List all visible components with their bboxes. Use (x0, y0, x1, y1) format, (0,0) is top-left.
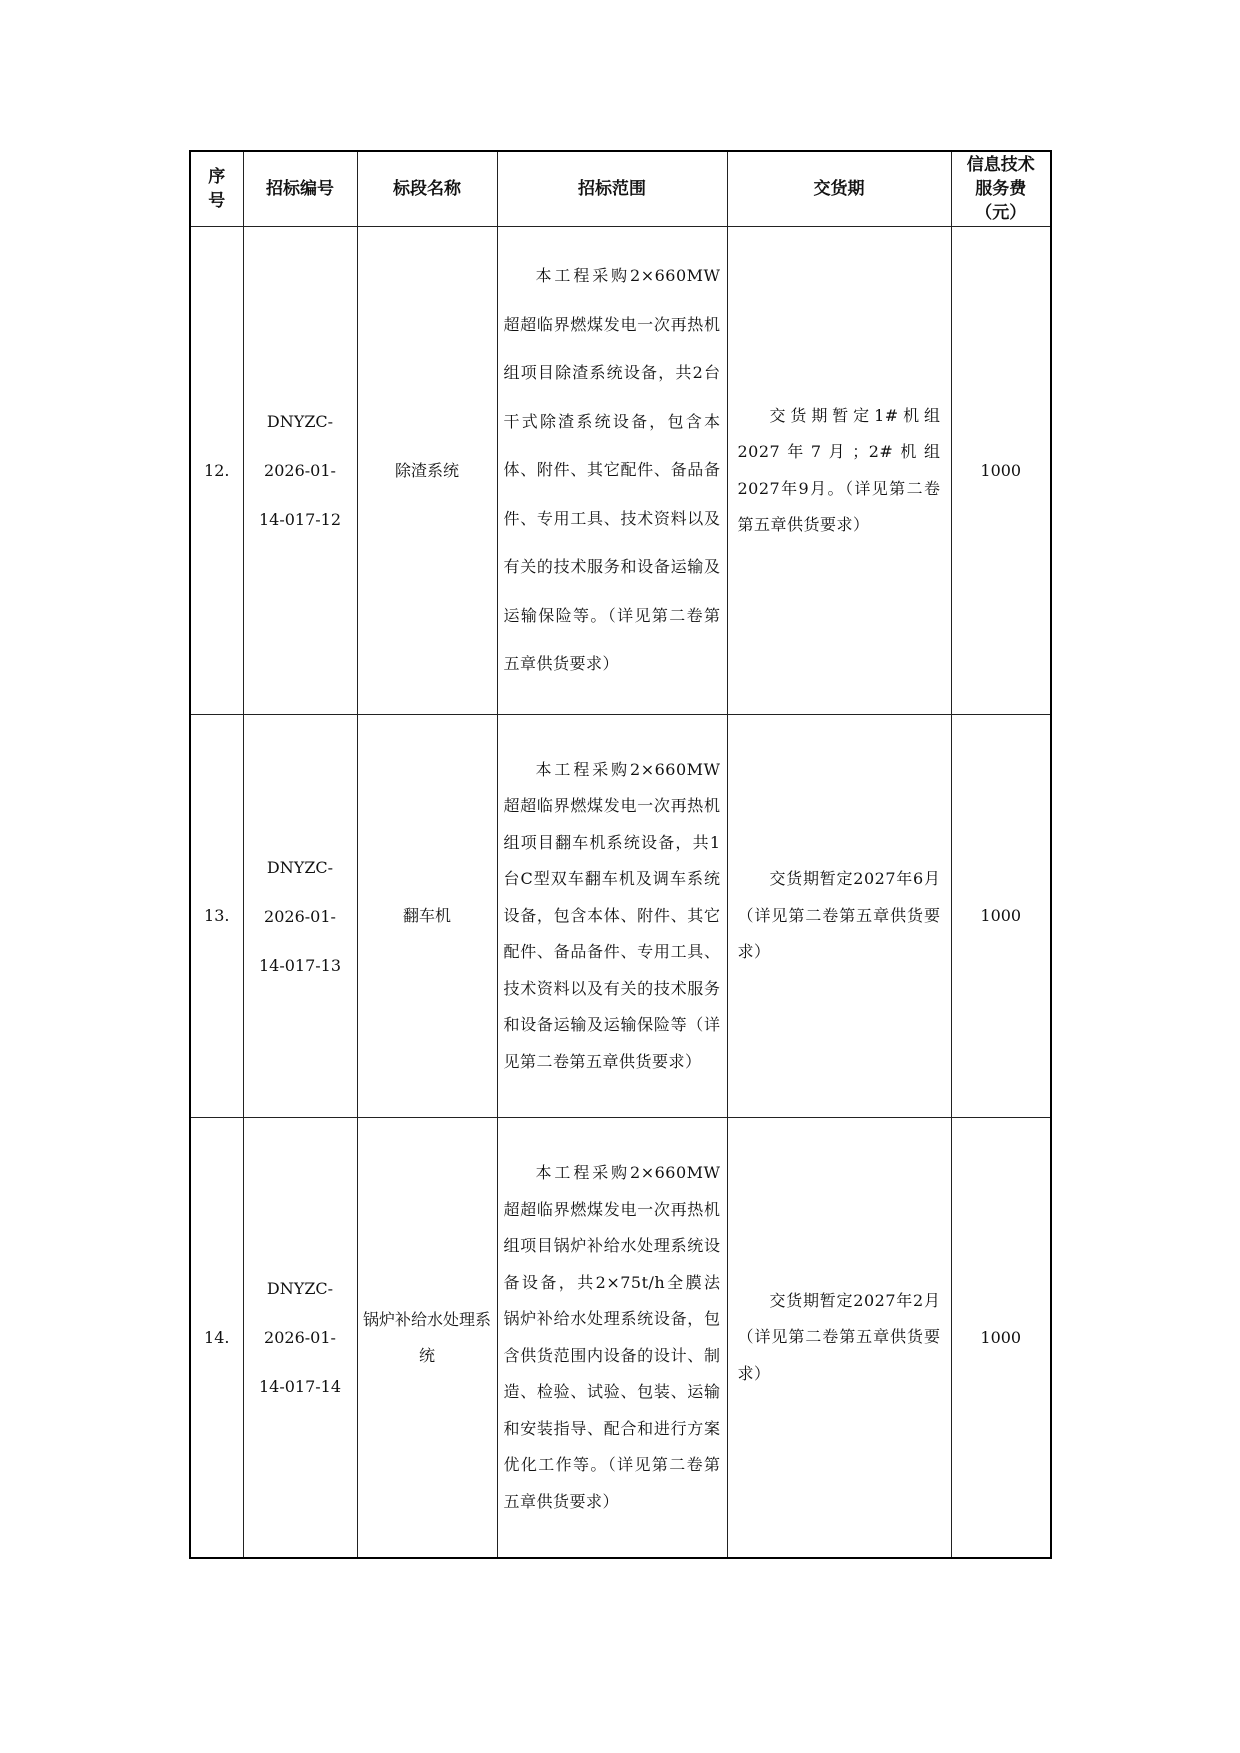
row-delivery-cell (727, 1118, 951, 1559)
row-scope-cell (497, 1118, 727, 1559)
row-scope-cell (497, 715, 727, 1118)
row-code: DNYZC-2026-01-14-017-12 (243, 227, 357, 715)
table-row (190, 1118, 1051, 1559)
header-seq: 序号 (190, 151, 243, 227)
row-delivery: 交货期暂定2027年2月（详见第二卷第五章供货要求） (737, 1290, 941, 1383)
row-name: 除渣系统 (357, 227, 497, 715)
row-fee: 1000 (951, 715, 1051, 1118)
header-name: 标段名称 (357, 151, 497, 227)
header-scope: 招标范围 (497, 151, 727, 227)
row-delivery-cell (727, 227, 951, 715)
table-row (190, 715, 1051, 1118)
header-code: 招标编号 (243, 151, 357, 227)
row-name: 锅炉补给水处理系统 (357, 1118, 497, 1559)
row-scope-cell (497, 227, 727, 715)
bid-sections-table (189, 150, 1052, 1559)
row-delivery: 交货期暂定2027年6月（详见第二卷第五章供货要求） (737, 869, 941, 962)
table-header-row (190, 151, 1051, 227)
row-fee: 1000 (951, 1118, 1051, 1559)
row-seq: 12. (190, 227, 243, 715)
row-name: 翻车机 (357, 715, 497, 1118)
row-seq: 14. (190, 1118, 243, 1559)
row-fee: 1000 (951, 227, 1051, 715)
header-delivery: 交货期 (727, 151, 951, 227)
header-fee: 信息技术服务费（元） (951, 151, 1051, 227)
row-delivery: 交货期暂定1#机组2027年7月；2#机组2027年9月。（详见第二卷第五章供货要求） (737, 405, 941, 534)
row-scope: 本工程采购2×660MW超超临界燃煤发电一次再热机组项目除渣系统设备，共2台干式除渣系统设备，包含本体、附件、其它配件、备品备件、专用工具、技术资料以及有关的技术服务和设备运输及运输保险等。（详见第二卷第五章供货要求） (503, 266, 721, 674)
row-scope: 本工程采购2×660MW超超临界燃煤发电一次再热机组项目翻车机系统设备，共1台C型双车翻车机及调车系统设备，包含本体、附件、其它配件、备品备件、专用工具、技术资料以及有关的技术服务和设备运输及运输保险等（详见第二卷第五章供货要求） (503, 759, 721, 1071)
table-row (190, 227, 1051, 715)
row-delivery-cell (727, 715, 951, 1118)
row-scope: 本工程采购2×660MW超超临界燃煤发电一次再热机组项目锅炉补给水处理系统设备设备，共2×75t/h全膜法锅炉补给水处理系统设备，包含供货范围内设备的设计、制造、检验、试验、包装、运输和安装指导、配合和进行方案优化工作等。（详见第二卷第五章供货要求） (503, 1163, 721, 1511)
row-code: DNYZC-2026-01-14-017-14 (243, 1118, 357, 1559)
row-seq: 13. (190, 715, 243, 1118)
row-code: DNYZC-2026-01-14-017-13 (243, 715, 357, 1118)
